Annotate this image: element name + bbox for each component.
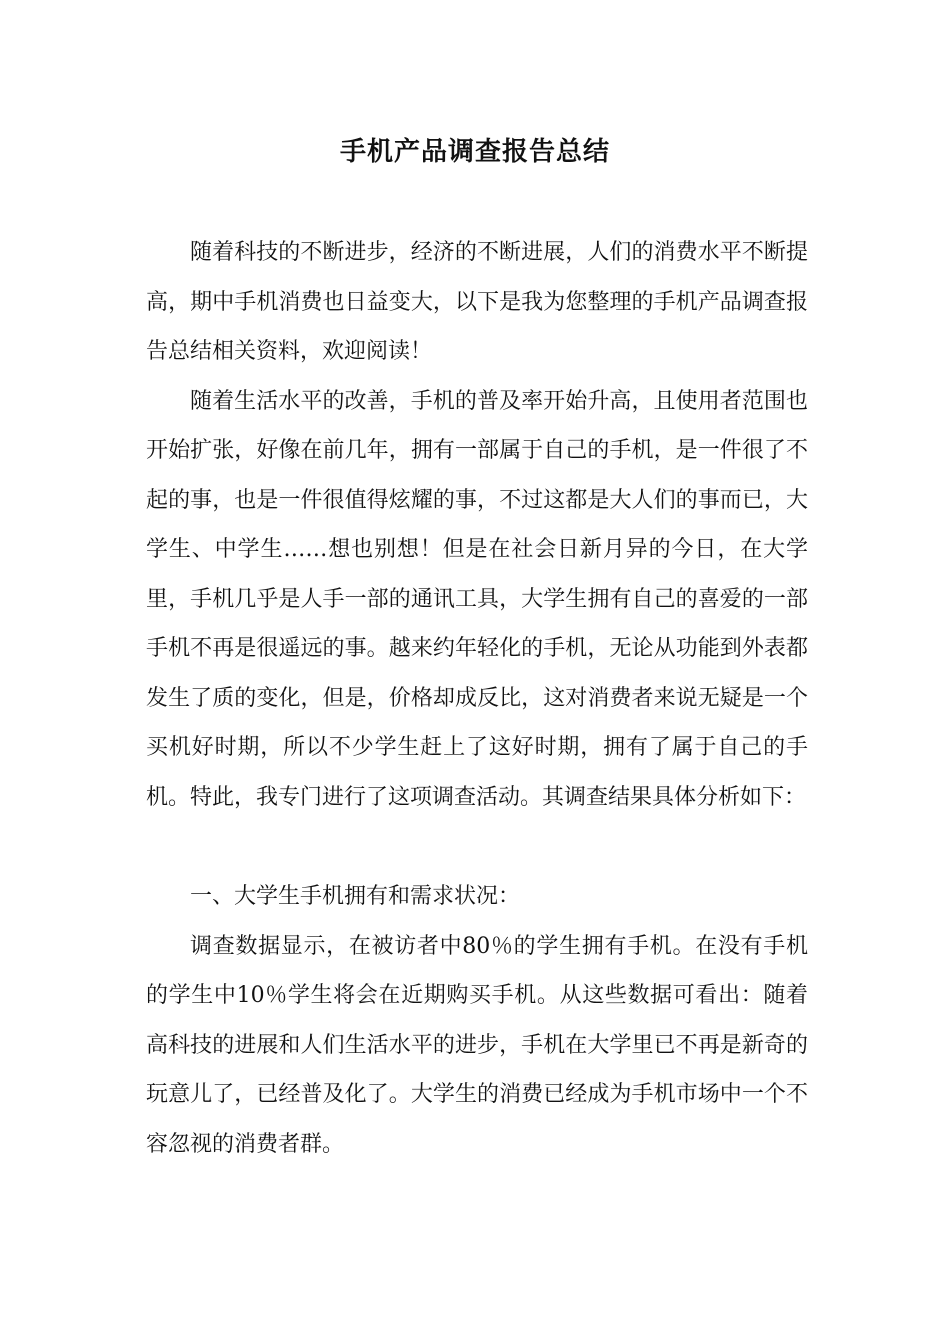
document-title: 手机产品调查报告总结 [339, 137, 610, 167]
intro-paragraph: 随着科技的不断进步，经济的不断进展，人们的消费水平不断提高，期中手机消费也日益变大，以下是我为您整理的手机产品调查报告总结相关资料，欢迎阅读！ [146, 240, 808, 364]
section-heading: 一、大学生手机拥有和需求状况： [190, 884, 521, 909]
document-body [146, 228, 808, 1169]
section-paragraph: 调查数据显示，在被访者中80％的学生拥有手机。在没有手机的学生中10％学生将会在近期购买手机。从这些数据可看出：随着高科技的进展和人们生活水平的进步，手机在大学里已不再是新奇的玩意儿了，已经普及化了。大学生的消费已经成为手机市场中一个不容忽视的消费者群。 [146, 933, 808, 1157]
section-spacer [146, 822, 808, 872]
background-paragraph: 随着生活水平的改善，手机的普及率开始升高，且使用者范围也开始扩张，好像在前几年，拥有一部属于自己的手机，是一件很了不起的事，也是一件很值得炫耀的事，不过这都是大人们的事而已，大学生、中学生……想也别想！但是在社会日新月异的今日，在大学里，手机几乎是人手一部的通讯工具，大学生拥有自己的喜爱的一部手机不再是很遥远的事。越来约年轻化的手机，无论从功能到外表都发生了质的变化，但是，价格却成反比，这对消费者来说无疑是一个买机好时期，所以不少学生赶上了这好时期，拥有了属于自己的手机。特此，我专门进行了这项调查活动。其调查结果具体分析如下： [146, 388, 808, 810]
